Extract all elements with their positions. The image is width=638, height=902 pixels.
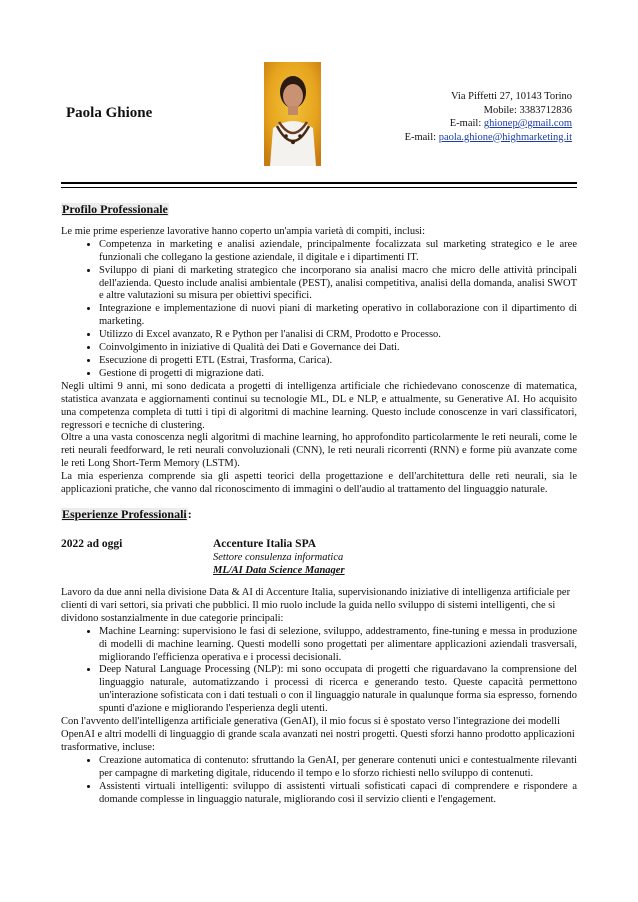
profile-section [61, 203, 577, 497]
list-item: • Gestione di progetti di migrazione dati. [99, 368, 577, 381]
experience-role: ML/AI Data Science Manager [213, 565, 345, 576]
experience-bullet-list [61, 626, 577, 716]
experience-paragraph: Lavoro da due anni nella divisione Data & AI di Accenture Italia, supervisionando iniziative di intelligenza artificiale per clienti di vari settori, sia privati che pubblici. Il mio ruolo include la guida nello sviluppo di sistemi intelligenti, che si dividono sostanzialmente in due categorie principali: [61, 587, 571, 624]
email-line-1 [405, 117, 572, 131]
list-item: • Esecuzione di progetti ETL (Estrai, Trasforma, Carica). [99, 355, 577, 368]
profile-paragraph: La mia esperienza comprende sia gli aspetti teorici della progettazione e dell'architettura delle reti neurali, sia le applicazioni pratiche, che vanno dal riconoscimento di immagini o dell'audio al trattamento del linguaggio naturale. [61, 471, 577, 496]
section-heading-profile: Profilo Professionale [62, 202, 168, 216]
profile-photo [264, 62, 321, 166]
experience-body [61, 587, 577, 806]
list-item: • Machine Learning: supervisiono le fasi di selezione, sviluppo, addestramento, fine-tuning e messa in produzione di modelli di machine learning. Questi modelli sono progettati per alimentare applicazioni aziendali trasversali, migliorando l'efficienza operativa e i processi decisionali. [99, 626, 577, 665]
email-link-gmail[interactable]: ghionep@gmail.com [483, 118, 572, 129]
experience-sector: Settore consulenza informatica [213, 552, 344, 563]
list-item: • Assistenti virtuali intelligenti: sviluppo di assistenti virtuali sofisticati capaci di comprendere e rispondere a domande complesse in linguaggio naturale, migliorando così il servizio clienti e l'engagement. [99, 781, 577, 807]
list-item: • Competenza in marketing e analisi aziendale, principalmente focalizzata sul marketing strategico e le aree funzionali che collegano la gestione aziendale, il digitale e i dipartimenti IT. [99, 239, 577, 265]
profile-intro: Le mie prime esperienze lavorative hanno coperto un'ampia varietà di compiti, inclusi: [61, 225, 426, 237]
experience-date: 2022 ad oggi [61, 538, 123, 550]
list-item: • Utilizzo di Excel avanzato, R e Python per l'analisi di CRM, Prodotto e Processo. [99, 329, 577, 342]
email-label: E-mail: [404, 131, 439, 143]
email-label: E-mail: [449, 118, 484, 129]
mobile-number: Mobile: 3383712836 [483, 104, 572, 116]
list-item: • Coinvolgimento in iniziative di Qualità dei Dati e Governance dei Dati. [99, 342, 577, 355]
list-item: • Integrazione e implementazione di nuovi piani di marketing operativo in collaborazione con il dipartimento di marketing. [99, 303, 577, 329]
experience-company: Accenture Italia SPA [213, 538, 317, 550]
list-item: • Sviluppo di piani di marketing strategico che incorporano sia analisi macro che micro delle attività principali dell'azienda. Questo include analisi ambientale (PEST), analisi competitiva, analisi della domanda, analisi SWOT e altre valutazioni su misura per obiettivi specifici. [99, 265, 577, 304]
section-heading-experience: Esperienze Professionali [62, 507, 187, 521]
experience-heading-row [61, 508, 577, 523]
email-link-work[interactable]: paola.ghione@highmarketing.it [438, 131, 572, 143]
list-item: • Deep Natural Language Processing (NLP): mi sono occupata di progetti che riguardavano la comprensione del linguaggio naturale, automatizzando i processi di ricerca e generando testo. Queste capacità permettono un'interazione sofisticata con i dati testuali o con il linguaggio naturale in qualunque forma sia espresso, fornendo spunti d'azione e migliorando l'esperienza degli utenti. [99, 664, 577, 716]
profile-paragraph: Negli ultimi 9 anni, mi sono dedicata a progetti di intelligenza artificiale che richiedevano conoscenze di matematica, statistica avanzata e aggiornamenti continui su tecnologie ML, DL e NLP, e attualmente, su Generative AI. Ho acquisito una competenza completa di tutti i tipi di algoritmi di machine learning. Questo include conoscenze in vari classificatori, regressori e tecniche di clustering. [61, 380, 577, 431]
profile-paragraph: Oltre a una vasta conoscenza negli algoritmi di machine learning, ho approfondito particolarmente le reti neurali, come le reti neurali feedforward, le reti neurali convoluzionali (CNN), le reti neurali ricorrenti (RNN) e forme più avanzate come le reti Long Short-Term Memory (LSTM). [61, 432, 577, 470]
list-item: • Creazione automatica di contenuto: sfruttando la GenAI, per generare contenuti unici e contestualmente rilevanti per campagne di marketing digitale, riducendo il tempo e lo sforzo richiesti nello sviluppo di contenuti. [99, 755, 577, 781]
experience-bullet-list [61, 755, 577, 807]
contact-block [405, 90, 572, 144]
experience-paragraph: Con l'avvento dell'intelligenza artificiale generativa (GenAI), il mio focus si è spostato verso l'integrazione dei modelli OpenAI e altri modelli di linguaggio di grande scala avanzati nei nostri progetti. Questi sforzi hanno prodotto applicazioni trasformative, incluse: [61, 716, 575, 753]
candidate-name: Paola Ghione [66, 105, 153, 121]
profile-bullet-list [61, 239, 577, 381]
divider-thin [61, 187, 577, 188]
email-line-2 [405, 131, 572, 145]
divider-thick [61, 182, 577, 184]
address: Via Piffetti 27, 10143 Torino [450, 91, 572, 102]
heading-colon: : [187, 507, 192, 521]
